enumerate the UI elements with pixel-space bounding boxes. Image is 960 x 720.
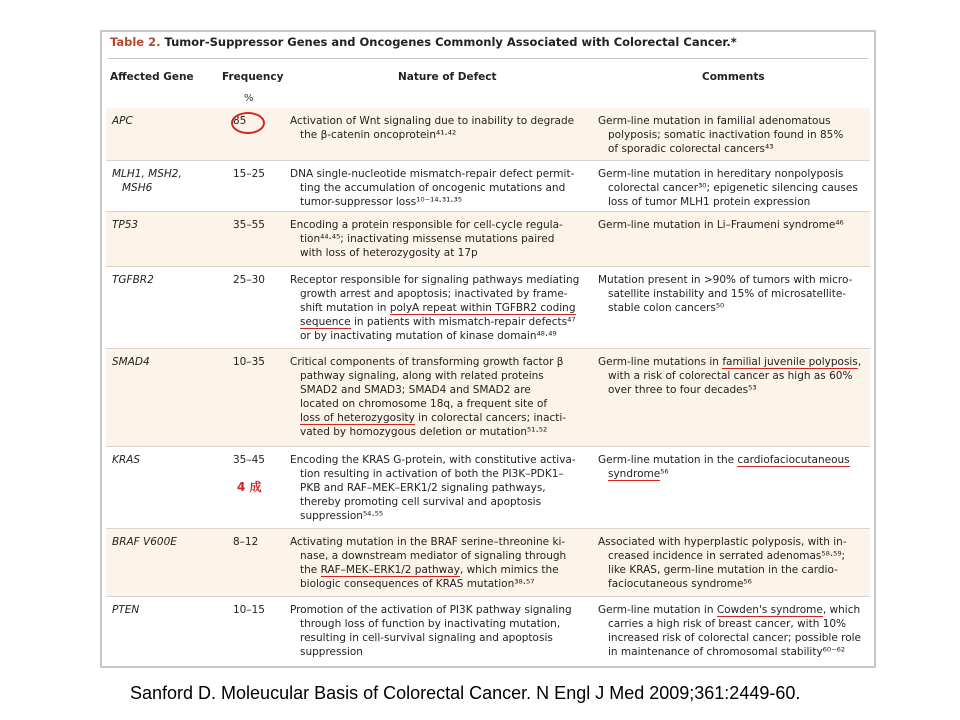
table-row — [106, 597, 870, 667]
frequency-cell: 8–12 — [233, 536, 259, 548]
comments-cell: Germ-line mutation in the cardiofaciocutaneous syndrome⁵⁶ — [598, 454, 850, 480]
comments-cell: Germ-line mutation in hereditary nonpolyposis colorectal cancer³⁰; epigenetic silencing causes loss of tumor MLH1 protein expression — [598, 168, 858, 208]
defect-cell: Encoding the KRAS G-protein, with constitutive activa- tion resulting in activation of both the PI3K–PDK1– PKB and RAF–MEK–ERK1/2 signaling pathways, thereby promoting cell survival and apoptosis suppression⁵⁴·⁵⁵ — [290, 454, 576, 522]
frequency-cell: 25–30 — [233, 274, 265, 286]
comments-cell: Germ-line mutation in Cowden's syndrome, which carries a high risk of breast cancer, with 10% increased risk of colorectal cancer; possible role in maintenance of chromosomal stability⁶⁰⁻⁶² — [598, 604, 862, 658]
defect-cell: Receptor responsible for signaling pathways mediating growth arrest and apoptosis; inactivated by frame- shift mutation in polyA repeat within TGFBR2 coding sequence in patients with mismatch-repair defects⁴⁷ or by inactivating mutation of kinase domain⁴⁸·⁴⁹ — [290, 274, 580, 342]
red-underline-mark: Cowden's syndrome — [716, 604, 823, 616]
defect-cell: DNA single-nucleotide mismatch-repair defect permit- ting the accumulation of oncogenic mutations and tumor-suppressor loss¹⁰⁻¹⁴·³¹·³⁵ — [290, 168, 575, 208]
table-frame — [100, 30, 876, 668]
gene-cell: PTEN — [112, 604, 140, 616]
table-row — [106, 447, 870, 529]
frequency-cell: 10–35 — [233, 356, 265, 368]
header-nature-of-defect: Nature of Defect — [398, 71, 497, 83]
table-row — [106, 267, 870, 349]
header-comments: Comments — [702, 71, 765, 83]
red-underline-mark: sequence — [300, 316, 351, 328]
slide-caption: Sanford D. Moleucular Basis of Colorectal Cancer. N Engl J Med 2009;361:2449-60. — [130, 683, 801, 703]
header-affected-gene: Affected Gene — [110, 71, 194, 83]
gene-cell: BRAF V600E — [112, 536, 177, 548]
table-row — [106, 529, 870, 597]
defect-cell: Encoding a protein responsible for cell-cycle regula- tion⁴⁴·⁴⁵; inactivating missense mutations paired with loss of heterozygosity at 17p — [290, 219, 563, 259]
defect-cell: Promotion of the activation of PI3K pathway signaling through loss of function by inactivating mutation, resulting in cell-survival signaling and apoptosis suppression — [290, 604, 572, 658]
red-underline-mark: loss of heterozygosity — [300, 412, 415, 424]
frequency-cell: 35–55 — [233, 219, 265, 231]
table-title — [110, 35, 737, 49]
highlight-circle — [231, 112, 265, 134]
defect-cell: Activation of Wnt signaling due to inability to degrade the β-catenin oncoprotein⁴¹·⁴² — [290, 115, 575, 141]
table-row — [106, 161, 870, 212]
gene-cell: APC — [112, 115, 133, 127]
gene-cell: SMAD4 — [112, 356, 150, 368]
title-divider — [108, 58, 868, 59]
comments-cell: Germ-line mutation in familial adenomatous polyposis; somatic inactivation found in 85% of sporadic colorectal cancers⁴³ — [598, 115, 844, 155]
red-underline-mark: syndrome — [608, 468, 661, 480]
frequency-cell: 85 — [233, 115, 247, 127]
comments-cell: Mutation present in >90% of tumors with micro- satellite instability and 15% of microsatellite- stable colon cancers⁵⁰ — [598, 274, 853, 314]
red-underline-mark: RAF–MEK–ERK1/2 pathway — [320, 564, 460, 576]
frequency-cell: 10–15 — [233, 604, 265, 616]
gene-cell: TGFBR2 — [112, 274, 154, 286]
handwritten-annotation: 4 成 — [237, 480, 262, 494]
frequency-cell: 15–25 — [233, 168, 265, 180]
red-underline-mark: cardiofaciocutaneous — [737, 454, 850, 466]
table-row — [106, 108, 870, 161]
red-underline-mark: familial juvenile polyposis — [722, 356, 858, 368]
table-row — [106, 349, 870, 447]
gene-cell: KRAS — [112, 454, 141, 466]
frequency-unit: % — [244, 93, 254, 104]
frequency-cell: 35–45 — [233, 454, 265, 466]
defect-cell: Activating mutation in the BRAF serine–threonine ki- nase, a downstream mediator of signaling through the RAF–MEK–ERK1/2 pathway, which mimics the biologic consequences of KRAS mutation³⁸·⁵⁷ — [290, 536, 567, 590]
comments-cell: Germ-line mutation in Li–Fraumeni syndrome⁴⁶ — [598, 219, 844, 231]
table-title-label: Table 2. — [110, 35, 161, 49]
table-row — [106, 212, 870, 267]
comments-cell: Associated with hyperplastic polyposis, with in- creased incidence in serrated adenomas⁵⁸·⁵⁹; like KRAS, germ-line mutation in the cardio- faciocutaneous syndrome⁵⁶ — [598, 536, 847, 590]
table-title-text: Tumor-Suppressor Genes and Oncogenes Commonly Associated with Colorectal Cancer.* — [164, 35, 737, 49]
red-underline-mark: polyA repeat within TGFBR2 coding — [389, 302, 576, 314]
gene-cell: TP53 — [112, 219, 139, 231]
comments-cell: Germ-line mutations in familial juvenile polyposis, with a risk of colorectal cancer as high as 60% over three to four decades⁵³ — [598, 356, 862, 396]
header-frequency: Frequency — [222, 71, 284, 83]
defect-cell: Critical components of transforming growth factor β pathway signaling, along with related proteins SMAD2 and SMAD3; SMAD4 and SMAD2 are located on chromosome 18q, a frequent site of loss of heterozygosity in colorectal cancers; inacti- vated by homozygous deletion or mutation⁵¹·⁵² — [290, 356, 567, 438]
gene-cell: MLH1, MSH2, MSH6 — [112, 168, 182, 194]
